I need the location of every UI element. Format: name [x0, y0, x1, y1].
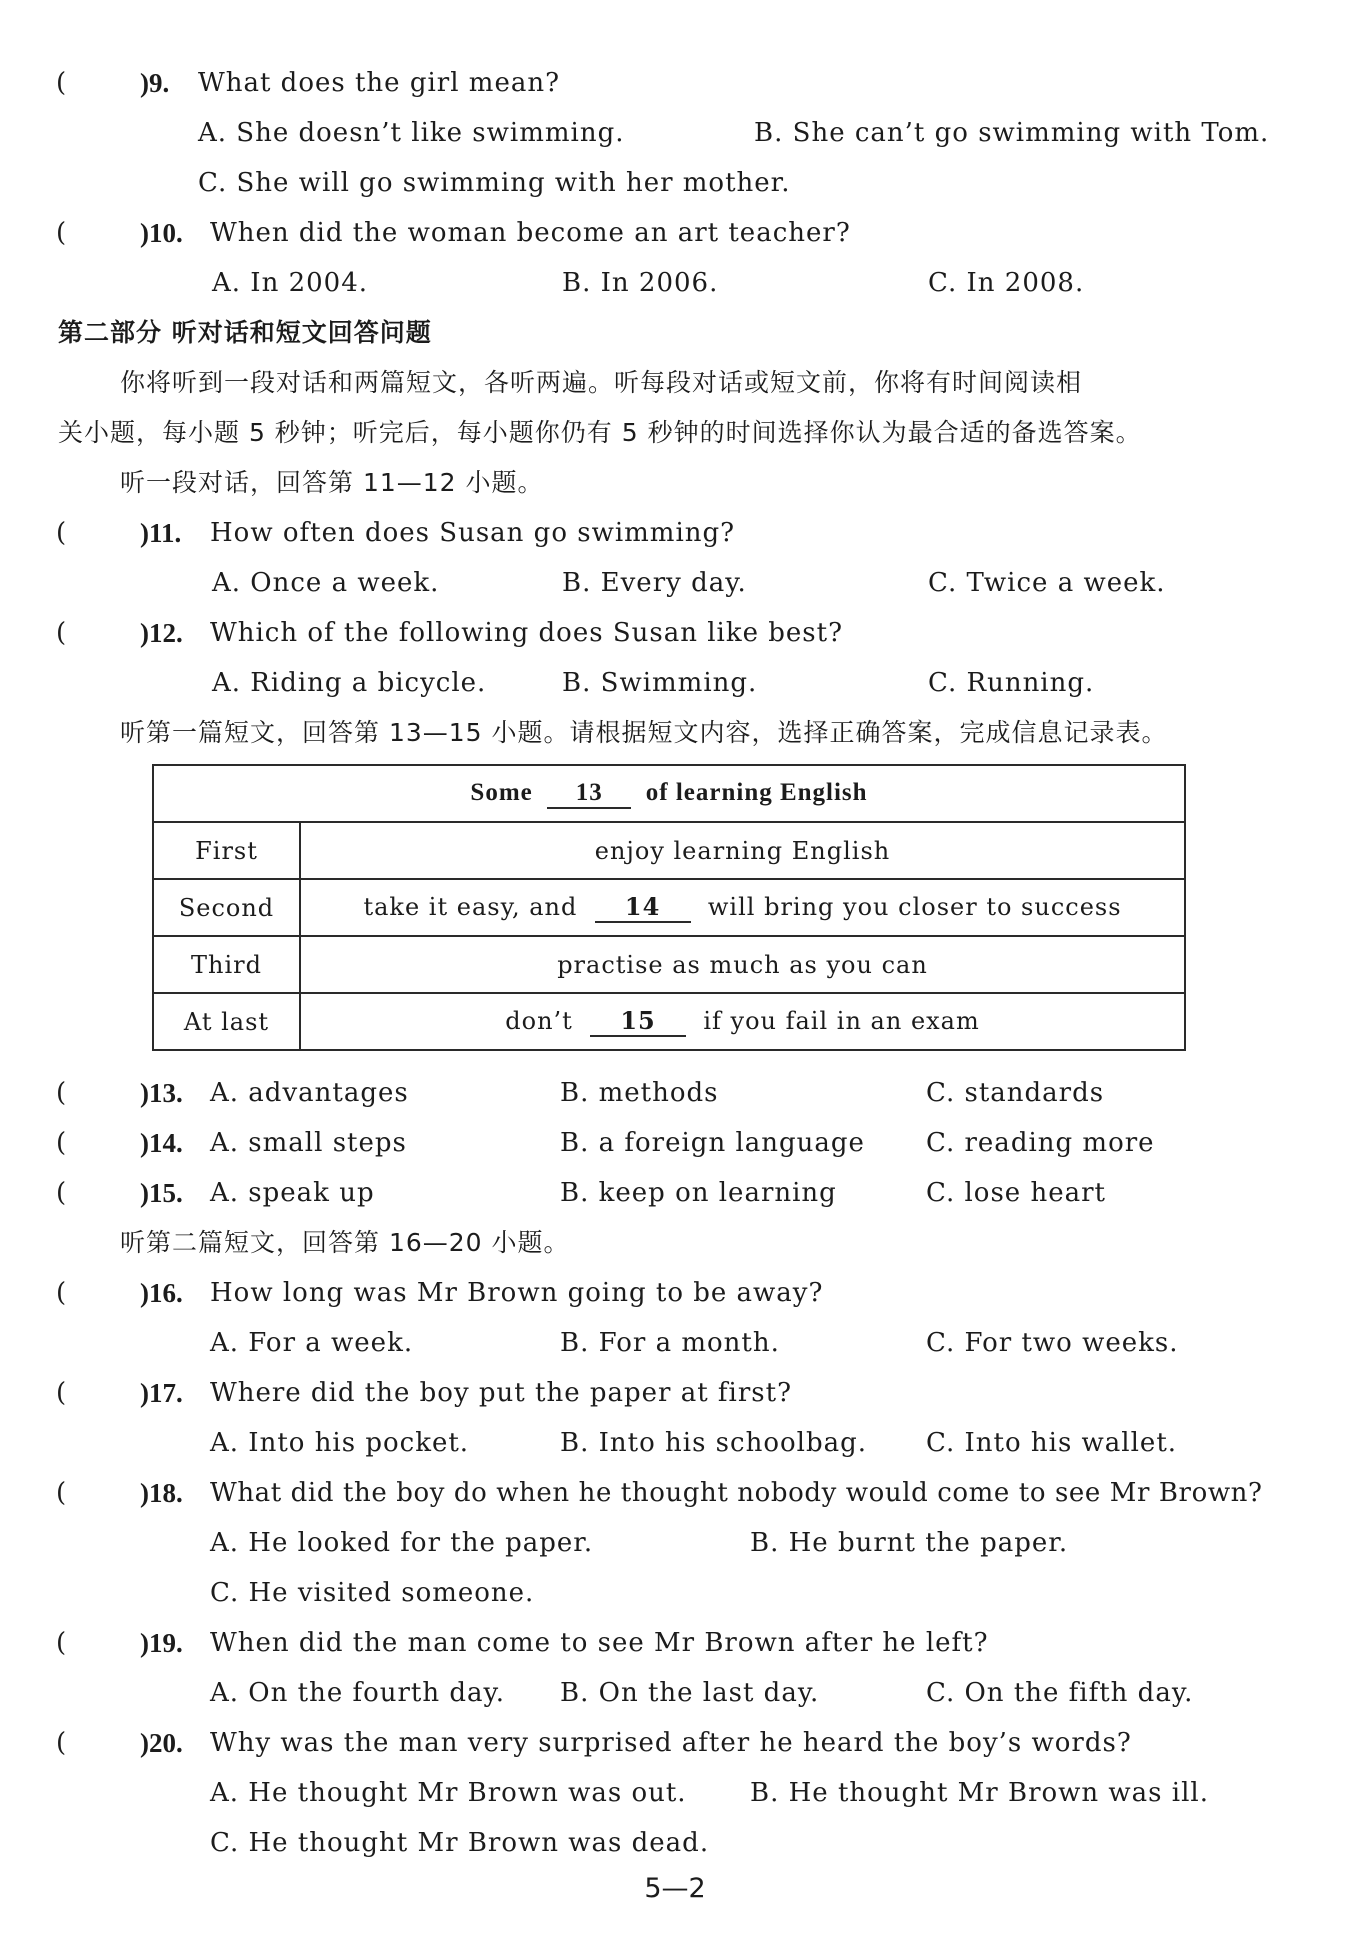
row-label: Second — [153, 879, 300, 936]
question-text: How long was Mr Brown going to be away? — [210, 1278, 824, 1308]
question-number: )18. — [140, 1478, 183, 1508]
section-title: 第二部分 听对话和短文回答问题 — [58, 318, 432, 347]
answer-paren: ( — [56, 1378, 67, 1408]
option-b: B. For a month. — [560, 1328, 780, 1358]
answer-paren: ( — [56, 1628, 67, 1658]
option-b: B. He thought Mr Brown was ill. — [750, 1778, 1209, 1808]
dialogue-instruction: 听一段对话，回答第 11—12 小题。 — [120, 468, 544, 497]
answer-paren: ( — [56, 1128, 67, 1158]
table-header-row — [153, 765, 1185, 822]
option-b: B. methods — [560, 1078, 719, 1108]
header-text-post: of learning English — [645, 778, 868, 806]
option-c: C. He visited someone. — [210, 1578, 535, 1608]
answer-paren: ( — [56, 68, 67, 98]
table-header — [153, 765, 1185, 822]
row-content-post: will bring you closer to success — [707, 892, 1122, 921]
question-text: What does the girl mean? — [198, 68, 561, 98]
blank-15: 15 — [590, 1007, 686, 1037]
question-number: )9. — [140, 68, 170, 98]
question-number: )20. — [140, 1728, 183, 1758]
answer-paren: ( — [56, 1728, 67, 1758]
option-c: C. Twice a week. — [928, 568, 1166, 598]
question-number: )14. — [140, 1128, 183, 1158]
option-b: B. Swimming. — [562, 668, 758, 698]
option-a: A. In 2004. — [212, 268, 369, 298]
option-b: B. He burnt the paper. — [750, 1528, 1069, 1558]
passage1-instruction: 听第一篇短文，回答第 13—15 小题。请根据短文内容，选择正确答案，完成信息记录表。 — [120, 718, 1168, 747]
option-a: A. Riding a bicycle. — [212, 668, 487, 698]
answer-paren: ( — [56, 1078, 67, 1108]
question-text: When did the woman become an art teacher? — [210, 218, 851, 248]
instruction-line-2: 关小题，每小题 5 秒钟；听完后，每小题你仍有 5 秒钟的时间选择你认为最合适的备选答案。 — [58, 418, 1142, 447]
question-number: )12. — [140, 618, 183, 648]
question-text: Where did the boy put the paper at first? — [210, 1378, 793, 1408]
question-number: )13. — [140, 1078, 183, 1108]
option-b: B. keep on learning — [560, 1178, 837, 1208]
table-row — [153, 936, 1185, 993]
row-content — [300, 879, 1185, 936]
row-content-pre: don’t — [505, 1006, 573, 1035]
option-c: C. Into his wallet. — [926, 1428, 1178, 1458]
option-c: C. She will go swimming with her mother. — [198, 168, 791, 198]
question-number: )16. — [140, 1278, 183, 1308]
option-a: A. She doesn’t like swimming. — [198, 118, 625, 148]
table-row — [153, 822, 1185, 879]
option-a: A. For a week. — [210, 1328, 414, 1358]
option-c: C. Running. — [928, 668, 1095, 698]
option-b: B. On the last day. — [560, 1678, 820, 1708]
option-c: C. In 2008. — [928, 268, 1085, 298]
row-content — [300, 993, 1185, 1050]
answer-paren: ( — [56, 1178, 67, 1208]
row-content: enjoy learning English — [300, 822, 1185, 879]
row-label: First — [153, 822, 300, 879]
question-text: How often does Susan go swimming? — [210, 518, 736, 548]
option-b: B. Every day. — [562, 568, 747, 598]
blank-13: 13 — [547, 779, 631, 809]
answer-paren: ( — [56, 618, 67, 648]
table-row — [153, 993, 1185, 1050]
row-label: Third — [153, 936, 300, 993]
option-c: C. standards — [926, 1078, 1105, 1108]
question-number: )11. — [140, 518, 182, 548]
option-c: C. lose heart — [926, 1178, 1106, 1208]
blank-14: 14 — [595, 893, 691, 923]
header-text-pre: Some — [470, 778, 533, 806]
option-c: C. For two weeks. — [926, 1328, 1179, 1358]
question-text: When did the man come to see Mr Brown after he left? — [210, 1628, 989, 1658]
option-c: C. reading more — [926, 1128, 1155, 1158]
option-b: B. a foreign language — [560, 1128, 865, 1158]
option-a: A. He looked for the paper. — [210, 1528, 594, 1558]
option-a: A. He thought Mr Brown was out. — [210, 1778, 687, 1808]
row-content: practise as much as you can — [300, 936, 1185, 993]
page-number: 5—2 — [644, 1873, 706, 1904]
option-b: B. She can’t go swimming with Tom. — [754, 118, 1270, 148]
question-text: Why was the man very surprised after he heard the boy’s words? — [210, 1728, 1132, 1758]
answer-paren: ( — [56, 218, 67, 248]
row-label: At last — [153, 993, 300, 1050]
option-a: A. On the fourth day. — [210, 1678, 506, 1708]
answer-paren: ( — [56, 1478, 67, 1508]
option-a: A. Into his pocket. — [210, 1428, 470, 1458]
option-b: B. Into his schoolbag. — [560, 1428, 868, 1458]
option-c: C. He thought Mr Brown was dead. — [210, 1828, 710, 1858]
answer-paren: ( — [56, 518, 67, 548]
option-c: C. On the fifth day. — [926, 1678, 1194, 1708]
question-text: Which of the following does Susan like best? — [210, 618, 844, 648]
question-number: )19. — [140, 1628, 183, 1658]
table-row — [153, 879, 1185, 936]
option-a: A. Once a week. — [212, 568, 440, 598]
question-text: What did the boy do when he thought nobody would come to see Mr Brown? — [210, 1478, 1263, 1508]
instruction-line-1: 你将听到一段对话和两篇短文，各听两遍。听每段对话或短文前，你将有时间阅读相 — [120, 368, 1083, 397]
information-table — [152, 764, 1186, 1051]
option-b: B. In 2006. — [562, 268, 719, 298]
answer-paren: ( — [56, 1278, 67, 1308]
question-number: )17. — [140, 1378, 183, 1408]
row-content-pre: take it easy, and — [363, 892, 578, 921]
option-a: A. advantages — [210, 1078, 409, 1108]
question-number: )15. — [140, 1178, 183, 1208]
row-content-post: if you fail in an exam — [703, 1006, 980, 1035]
option-a: A. small steps — [210, 1128, 407, 1158]
option-a: A. speak up — [210, 1178, 375, 1208]
passage2-instruction: 听第二篇短文，回答第 16—20 小题。 — [120, 1228, 570, 1257]
question-number: )10. — [140, 218, 183, 248]
